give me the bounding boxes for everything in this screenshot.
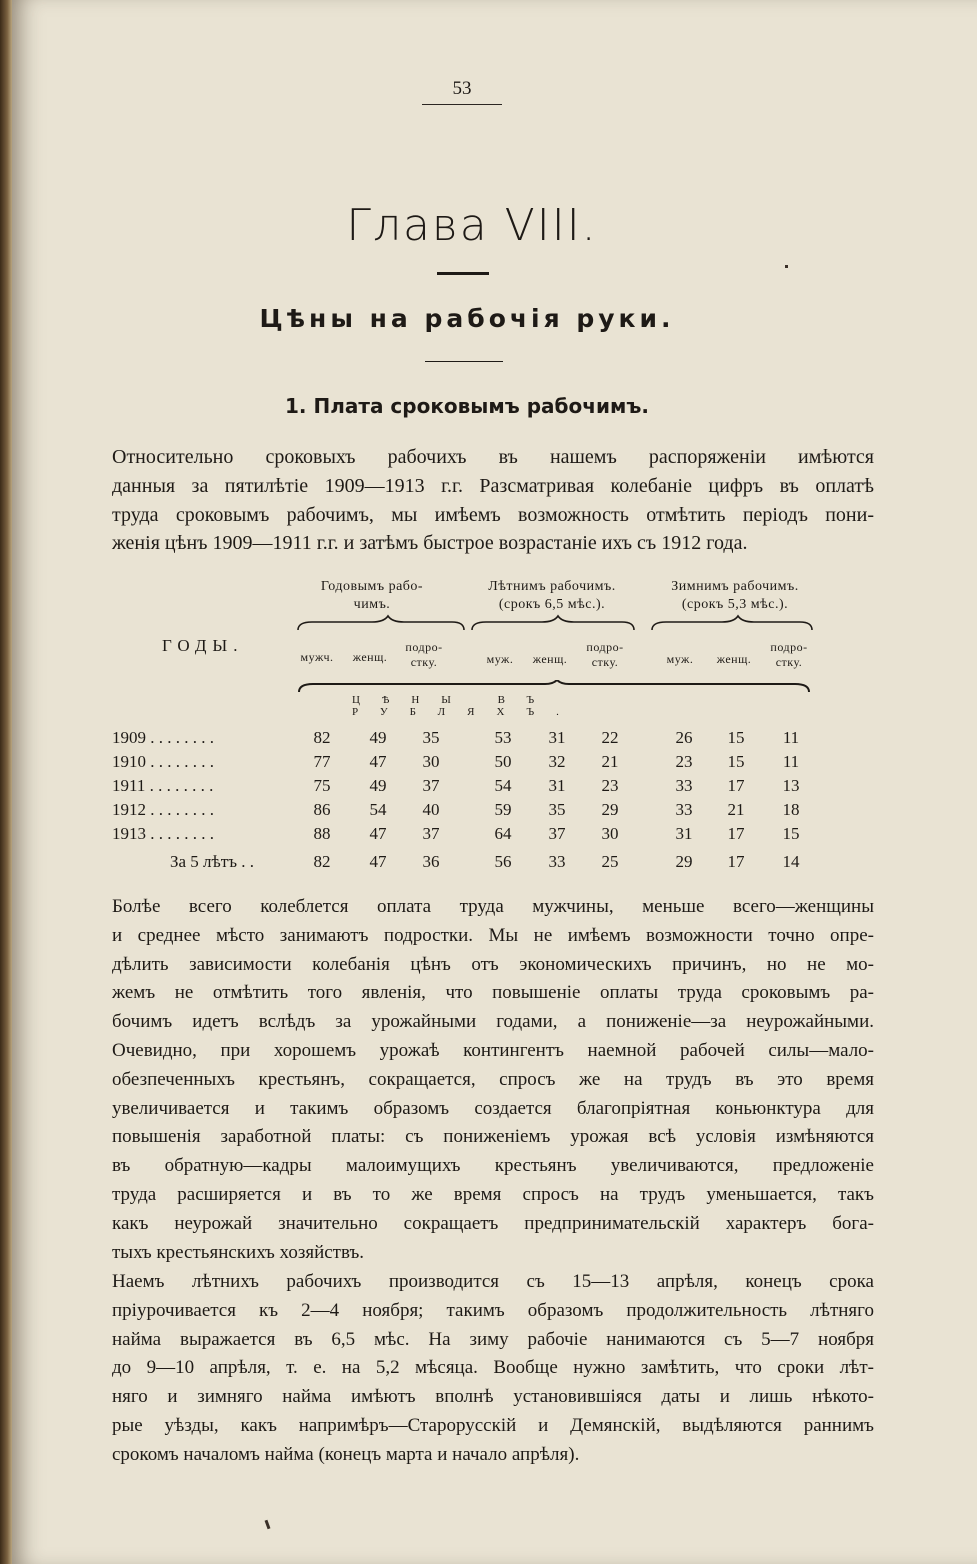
table-row <box>112 776 812 798</box>
cell: 82 <box>313 728 331 747</box>
col-head-winter-men <box>657 652 703 667</box>
col-head-text: стку. <box>591 655 619 669</box>
col-head-text: подро- <box>586 640 624 654</box>
row-label: 1913 . . . . . . . . <box>112 824 214 843</box>
text-line: пріурочивается къ 2—4 ноября; такимъ образомъ продолжительность лѣтняго <box>112 1299 874 1321</box>
col-head-summer-women <box>525 652 575 667</box>
table-row <box>112 824 812 846</box>
section-title: 1. Плата сроковымъ рабочимъ. <box>285 394 649 418</box>
cell: 59 <box>494 800 512 819</box>
cell: 50 <box>494 752 512 771</box>
text-line: Болѣе всего колеблется оплата труда мужчины, меньше всего—женщины <box>112 896 874 917</box>
text-line: Относительно сроковыхъ рабочихъ въ нашемъ распоряженіи имѣются <box>112 446 874 468</box>
cell: 54 <box>494 776 512 795</box>
cell: 64 <box>494 824 512 843</box>
paragraph-2 <box>112 893 874 1267</box>
chapter-subtitle: Цѣны на рабочія руки. <box>259 304 675 333</box>
text-line: женія цѣнъ 1909—1911 г.г. и затѣмъ быстрое возрастаніе ихъ съ 1912 года. <box>112 532 748 555</box>
row-label: 1912 . . . . . . . . <box>112 800 214 819</box>
cell: 88 <box>313 824 331 843</box>
cell: 35 <box>422 728 440 747</box>
page-number-rule <box>422 104 502 105</box>
cell: 47 <box>369 852 387 871</box>
cell: 47 <box>369 824 387 843</box>
cell: 26 <box>675 728 693 747</box>
book-page <box>12 0 977 1564</box>
text-line: жемъ не отмѣтить того явленія, что повышеніе оплаты труда сроковымъ ра- <box>112 982 874 1004</box>
years-header: ГОДЫ. <box>162 636 244 655</box>
group-header-winter <box>645 578 825 614</box>
brace-annual <box>298 616 464 630</box>
ink-speck <box>265 1520 271 1529</box>
paragraph-3 <box>112 1268 874 1470</box>
cell: 54 <box>369 800 387 819</box>
table-row-total <box>112 852 812 874</box>
cell: 32 <box>548 752 566 771</box>
cell: 22 <box>601 728 619 747</box>
text-line: бочимъ идетъ вслѣдъ за урожайными годами, а пониженіе—за неурожайными. <box>112 1011 874 1033</box>
cell: 21 <box>601 752 619 771</box>
col-head-winter-youth <box>764 640 814 670</box>
text-line: труда сроковымъ рабочимъ, мы имѣемъ возможность отмѣтить періодъ пони- <box>112 503 874 526</box>
group-header-annual <box>292 578 452 614</box>
col-head-summer-men <box>477 652 523 667</box>
text-line: Очевидно, при хорошемъ урожаѣ контингентъ наемной рабочей силы—мало- <box>112 1039 874 1061</box>
cell: 37 <box>422 824 440 843</box>
ink-speck <box>785 265 788 268</box>
group-braces <box>292 614 832 638</box>
brace-summer <box>472 616 634 630</box>
col-head-annual-women <box>345 650 395 665</box>
units-brace <box>295 680 815 694</box>
text-line: въ обратную—кадры малоимущихъ крестьянъ увеличиваются, предложеніе <box>112 1155 874 1177</box>
cell: 11 <box>782 752 800 771</box>
col-head-text: мужч. <box>300 650 334 664</box>
units-line: ЦѢНЫ ВЪ РУБЛЯХЪ. <box>352 694 581 718</box>
cell: 30 <box>601 824 619 843</box>
row-label: 1909 . . . . . . . . <box>112 728 214 747</box>
chapter-title: Глава VIII. <box>346 200 598 251</box>
cell: 75 <box>313 776 331 795</box>
cell: 30 <box>422 752 440 771</box>
table-row <box>112 752 812 774</box>
book-spine <box>0 0 12 1564</box>
cell: 33 <box>675 776 693 795</box>
text-line: няго и зимняго найма имѣютъ вполнѣ установившіяся даты и лишь нѣкото- <box>112 1386 874 1408</box>
cell: 49 <box>369 728 387 747</box>
col-head-annual-men <box>292 650 342 665</box>
subtitle-rule <box>425 361 503 362</box>
text-line: до 9—10 апрѣля, т. е. на 5,2 мѣсяца. Вообще нужно замѣтить, что сроки лѣт- <box>112 1357 874 1379</box>
col-head-text: подро- <box>770 640 808 654</box>
cell: 29 <box>675 852 693 871</box>
text-line: Наемъ лѣтнихъ рабочихъ производится съ 15—13 апрѣля, конецъ срока <box>112 1271 874 1292</box>
cell: 15 <box>727 752 745 771</box>
cell: 29 <box>601 800 619 819</box>
group-header-line: чимъ. <box>353 597 391 612</box>
text-line: срокомъ началомъ найма (конецъ марта и начало апрѣля). <box>112 1443 580 1465</box>
cell: 18 <box>782 800 800 819</box>
cell: 33 <box>675 800 693 819</box>
cell: 17 <box>727 776 745 795</box>
row-label: За 5 лѣтъ . . <box>170 852 254 871</box>
col-head-text: женщ. <box>352 650 388 664</box>
cell: 23 <box>675 752 693 771</box>
text-line: обезпеченныхъ крестьянъ, сокращается, спросъ же на трудъ въ это время <box>112 1068 874 1090</box>
text-line: рые уѣзды, какъ напримѣръ—Старорусскій и Демянскій, выдѣляются раннимъ <box>112 1414 874 1436</box>
cell: 40 <box>422 800 440 819</box>
page-number: 53 <box>452 78 472 99</box>
cell: 23 <box>601 776 619 795</box>
col-head-winter-women <box>706 652 762 667</box>
text-line: дѣлить зависимости колебанія цѣнъ отъ экономическихъ причинъ, но не мо- <box>112 953 874 975</box>
cell: 21 <box>727 800 745 819</box>
cell: 14 <box>782 852 800 871</box>
cell: 15 <box>727 728 745 747</box>
col-head-text: муж. <box>666 652 694 666</box>
cell: 17 <box>727 852 745 871</box>
cell: 35 <box>548 800 566 819</box>
col-head-text: муж. <box>486 652 514 666</box>
cell: 31 <box>548 728 566 747</box>
row-label: 1910 . . . . . . . . <box>112 752 214 771</box>
cell: 49 <box>369 776 387 795</box>
cell: 11 <box>782 728 800 747</box>
cell: 15 <box>782 824 800 843</box>
text-line: найма выражается въ 6,5 мѣс. На зиму рабочіе нанимаются съ 5—7 ноября <box>112 1328 874 1350</box>
cell: 53 <box>494 728 512 747</box>
cell: 33 <box>548 852 566 871</box>
group-header-line: Годовымъ рабо- <box>320 579 424 594</box>
group-header-summer <box>467 578 637 614</box>
brace-winter <box>652 616 812 630</box>
col-head-text: женщ. <box>716 652 752 666</box>
table-row <box>112 800 812 822</box>
text-line: данныя за пятилѣтіе 1909—1913 г.г. Разсматривая колебаніе цифръ въ оплатѣ <box>112 474 874 497</box>
cell: 36 <box>422 852 440 871</box>
text-line: тыхъ крестьянскихъ хозяйствъ. <box>112 1241 365 1263</box>
row-label: 1911 . . . . . . . . <box>112 776 214 795</box>
col-head-text: стку. <box>775 655 803 669</box>
text-line: увеличивается и такимъ образомъ создается благопріятная коньюнктура для <box>112 1097 874 1119</box>
cell: 17 <box>727 824 745 843</box>
text-line: труда расширяется и въ то же время спросъ на трудъ уменьшается, такъ <box>112 1183 874 1205</box>
cell: 37 <box>422 776 440 795</box>
cell: 77 <box>313 752 331 771</box>
cell: 31 <box>675 824 693 843</box>
cell: 86 <box>313 800 331 819</box>
col-head-text: подро- <box>405 640 443 654</box>
table-row <box>112 728 812 750</box>
text-line: и среднее мѣсто занимаютъ подростки. Мы не имѣемъ возможности точно опре- <box>112 924 874 946</box>
col-head-annual-youth <box>399 640 449 670</box>
cell: 47 <box>369 752 387 771</box>
col-head-text: стку. <box>410 655 438 669</box>
col-head-summer-youth <box>580 640 630 670</box>
col-head-text: женщ. <box>532 652 568 666</box>
cell: 56 <box>494 852 512 871</box>
text-line: повышенія заработной платы: съ пониженіемъ урожая всѣ условія измѣняются <box>112 1126 874 1148</box>
group-header-line: (срокъ 6,5 мѣс.). <box>498 597 606 612</box>
group-header-line: Лѣтнимъ рабочимъ. <box>488 579 616 594</box>
group-header-line: Зимнимъ рабочимъ. <box>671 579 799 594</box>
group-header-line: (срокъ 5,3 мѣс.). <box>681 597 789 612</box>
cell: 82 <box>313 852 331 871</box>
chapter-rule <box>437 272 489 275</box>
text-line: какъ неурожай значительно сокращаетъ предпринимательскій характеръ бога- <box>112 1212 874 1234</box>
intro-paragraph <box>112 443 874 558</box>
cell: 13 <box>782 776 800 795</box>
cell: 37 <box>548 824 566 843</box>
cell: 31 <box>548 776 566 795</box>
cell: 25 <box>601 852 619 871</box>
